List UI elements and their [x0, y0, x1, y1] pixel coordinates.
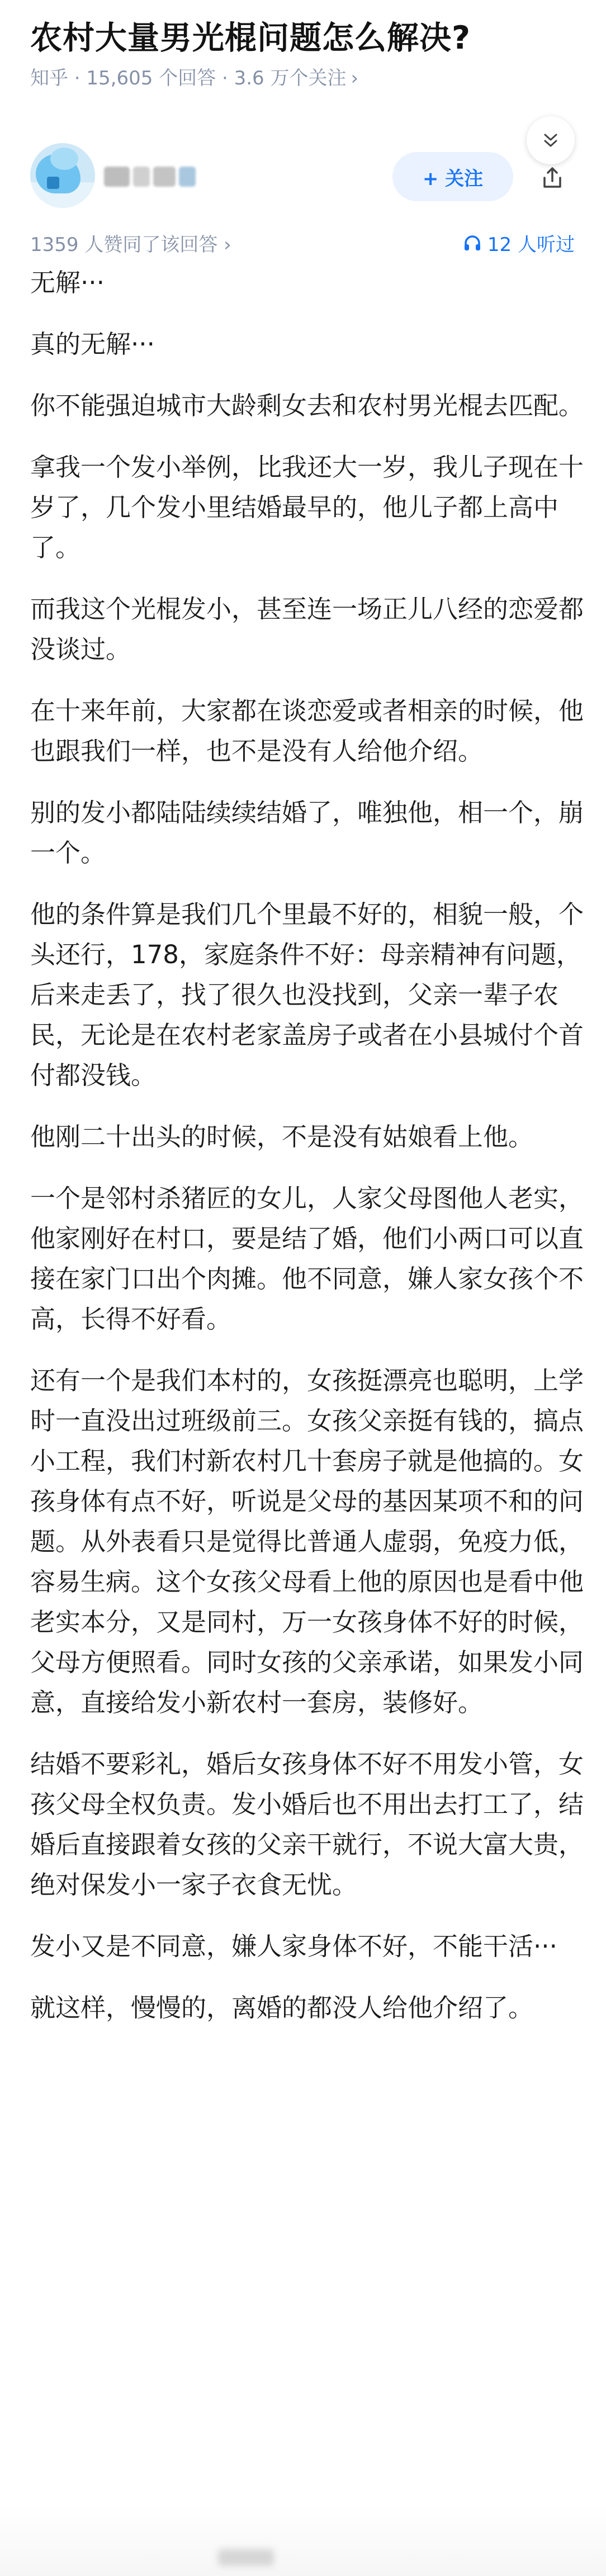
answer-paragraph: 在十来年前，大家都在谈恋爱或者相亲的时候，他也跟我们一样，也不是没有人给他介绍。 [30, 696, 584, 766]
answer-paragraph: 就这样，慢慢的，离婚的都没人给他介绍了。 [30, 1993, 534, 2023]
upvote-text: 1359 人赞同了该回答 [30, 234, 218, 256]
answer-paragraph: 无解··· [30, 268, 105, 297]
question-title[interactable]: 农村大量男光棍问题怎么解决? [30, 20, 471, 56]
upvote-count[interactable] [30, 229, 231, 257]
answer-paragraph: 还有一个是我们本村的，女孩挺漂亮也聪明，上学时一直没出过班级前三。女孩父亲挺有钱的，搞点小工程，我们村新农村几十套房子就是他搞的。女孩身体有点不好，听说是父母的基因某项不和的问题。从外表看只是觉得比普通人虚弱，免疫力低，容易生病。这个女孩父母看上他的原因也是看中他老实本分，又是同村，万一女孩身体不好的时候，父母方便照看。同时女孩的父亲承诺，如果发小同意，直接给发小新农村一套房，装修好。 [30, 1366, 584, 1717]
answer-paragraph: 你不能强迫城市大龄剩女去和农村男光棍去匹配。 [30, 391, 584, 420]
headphones-icon [463, 234, 482, 253]
collapse-button[interactable] [527, 116, 575, 164]
answer-paragraph: 拿我一个发小举例，比我还大一岁，我儿子现在十岁了，几个发小里结婚最早的，他儿子都上高中了。 [30, 452, 584, 562]
author-name-blurred[interactable] [104, 162, 199, 191]
question-meta[interactable] [30, 63, 358, 90]
answer-paragraph: 结婚不要彩礼，婚后女孩身体不好不用发小管，女孩父母全权负责。发小婚后也不用出去打工了，结婚后直接跟着女孩的父亲干就行，不说大富大贵，绝对保发小一家子衣食无忧。 [30, 1749, 584, 1900]
bottom-blurred-watermark [218, 2549, 274, 2566]
follow-button[interactable]: + 关注 [392, 152, 513, 201]
answer-paragraph: 发小又是不同意，嫌人家身体不好，不能干活··· [30, 1931, 557, 1961]
author-avatar[interactable] [30, 143, 95, 208]
answer-paragraph: 他刚二十出头的时候，不是没有姑娘看上他。 [30, 1122, 534, 1152]
listen-text: 12 人听过 [487, 234, 575, 256]
share-icon[interactable] [540, 165, 565, 190]
answer-content [30, 263, 584, 2049]
answer-paragraph: 而我这个光棍发小，甚至连一场正儿八经的恋爱都没谈过。 [30, 594, 584, 664]
chevron-right-icon: › [224, 234, 231, 256]
chevron-right-icon: › [351, 67, 359, 89]
answer-paragraph: 真的无解··· [30, 329, 155, 359]
question-meta-text: 知乎 · 15,605 个回答 · 3.6 万个关注 [30, 67, 347, 89]
answer-paragraph: 他的条件算是我们几个里最不好的，相貌一般，个头还行，178，家庭条件不好：母亲精神有问题，后来走丢了，找了很久也没找到，父亲一辈子农民，无论是在农村老家盖房子或者在小县城付个首付都没钱。 [30, 899, 584, 1090]
answer-paragraph: 一个是邻村杀猪匠的女儿，人家父母图他人老实，他家刚好在村口，要是结了婚，他们小两口可以直接在家门口出个肉摊。他不同意，嫌人家女孩个不高，长得不好看。 [30, 1183, 584, 1334]
listen-count[interactable] [463, 229, 575, 257]
bottom-fade [0, 2504, 606, 2576]
double-chevron-down-icon [541, 130, 561, 150]
answer-paragraph: 别的发小都陆陆续续结婚了，唯独他，相一个，崩一个。 [30, 798, 584, 868]
